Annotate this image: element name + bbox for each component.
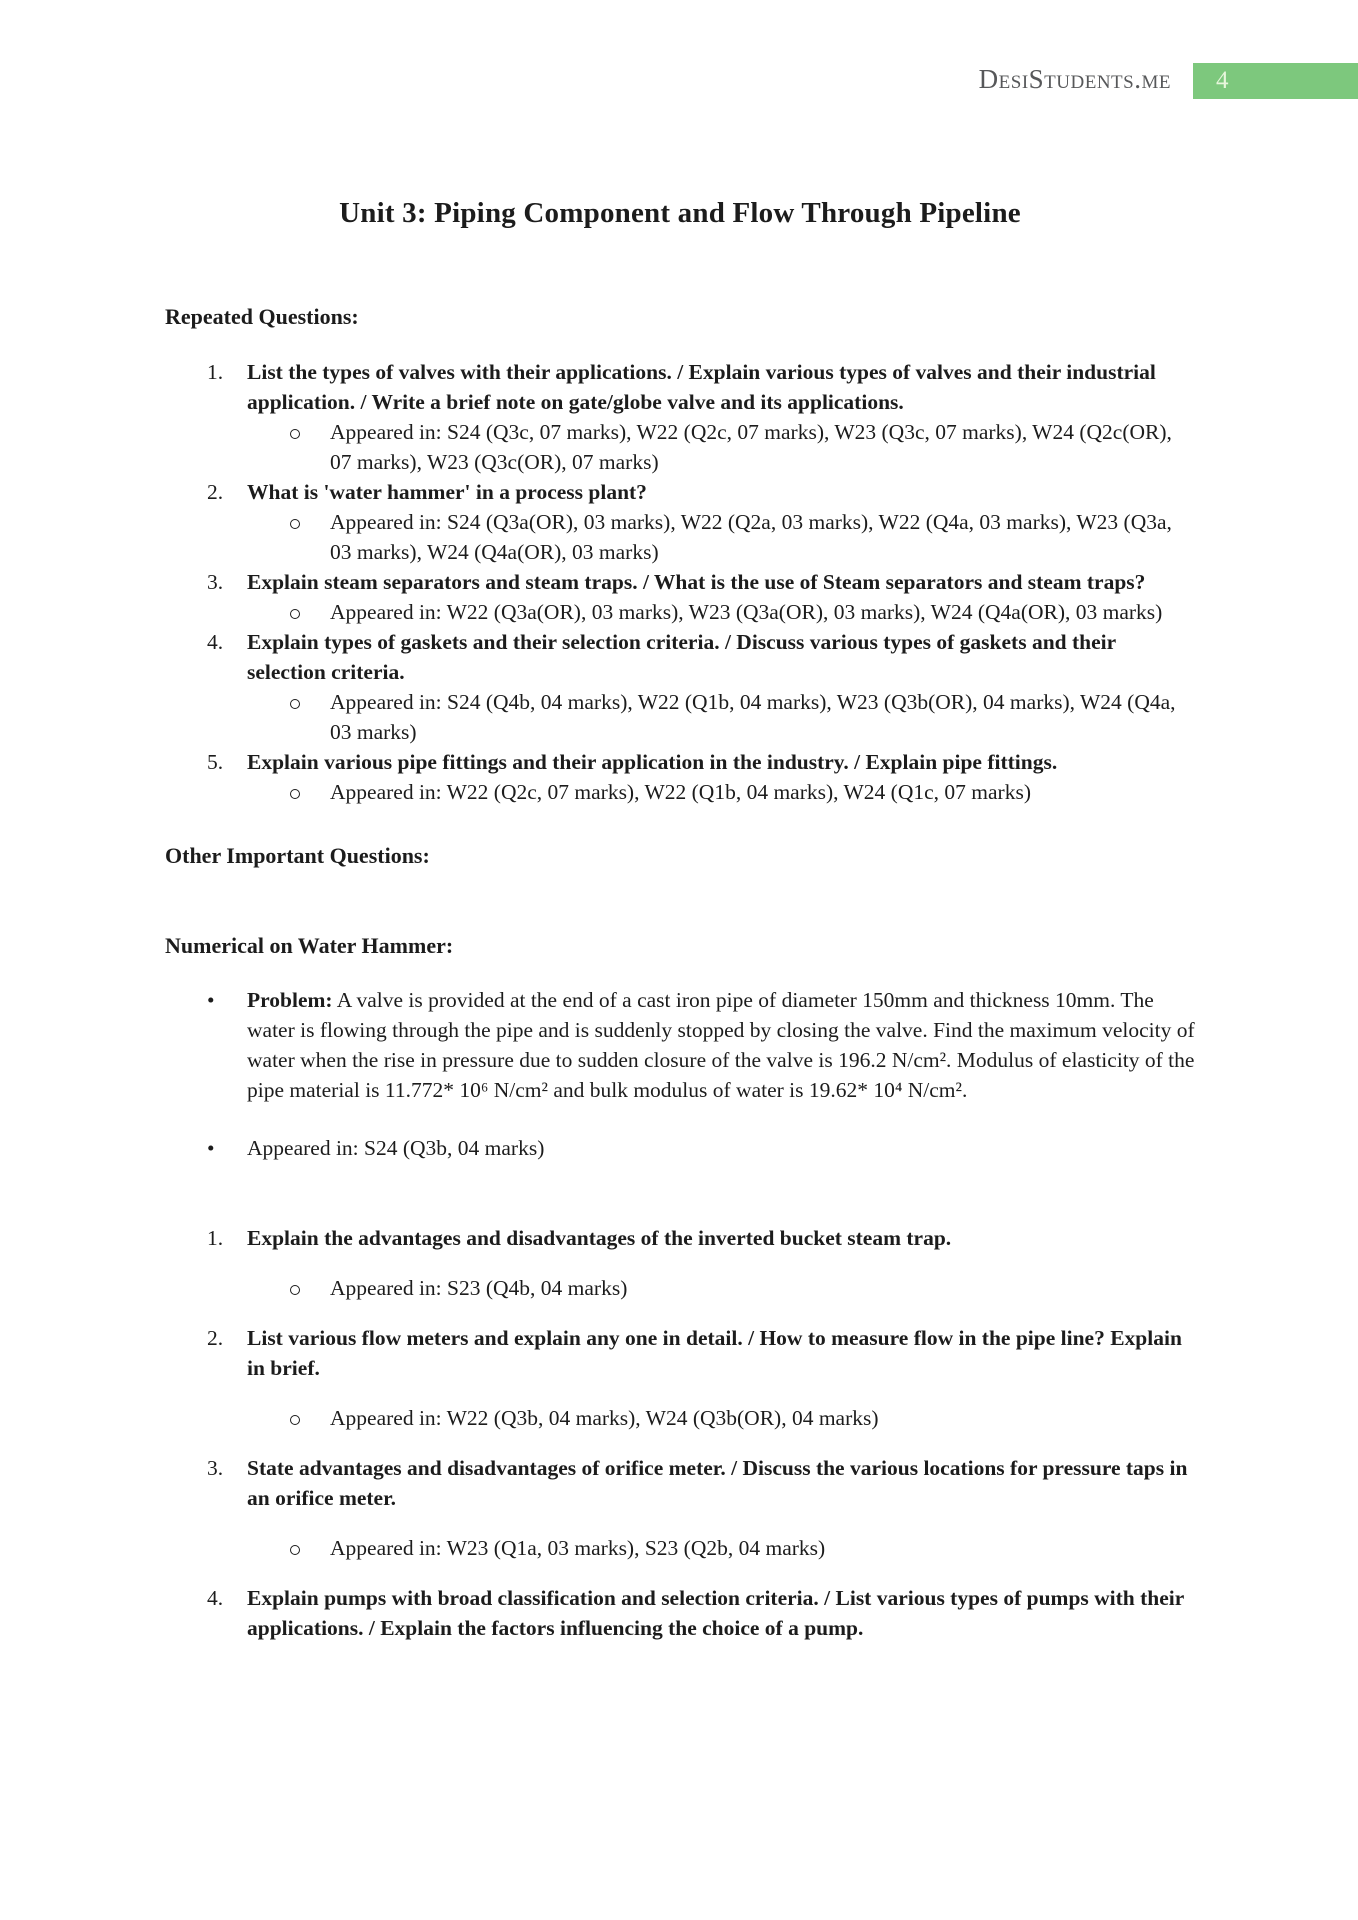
circle-bullet-icon (290, 1533, 330, 1563)
disc-bullet-icon: • (207, 988, 215, 1012)
appeared-row (165, 597, 1195, 627)
repeated-questions-list (165, 357, 1195, 807)
page-number-badge (1193, 63, 1358, 99)
question-item (165, 357, 1195, 477)
question-text: What is 'water hammer' in a process plant? (247, 480, 647, 504)
circle-bullet-icon (290, 417, 330, 477)
appeared-row (165, 777, 1195, 807)
problem-label: Problem: (247, 988, 333, 1012)
appeared-row (165, 1273, 1195, 1303)
circle-bullet-icon (290, 1273, 330, 1303)
question-row (165, 357, 1195, 417)
question-number: 1. (207, 1226, 224, 1250)
question-row (165, 477, 1195, 507)
appeared-row (165, 1533, 1195, 1563)
question-text: State advantages and disadvantages of orifice meter. / Discuss the various locations for pressure taps in an orifice meter. (247, 1456, 1188, 1510)
question-item (165, 747, 1195, 807)
numerical-heading: Numerical on Water Hammer: (165, 933, 454, 958)
question-text: Explain the advantages and disadvantages of the inverted bucket steam trap. (247, 1226, 952, 1250)
appeared-text: Appeared in: W22 (Q2c, 07 marks), W22 (Q1b, 04 marks), W24 (Q1c, 07 marks) (330, 780, 1031, 804)
page-header (0, 61, 1358, 98)
question-text: Explain various pipe fittings and their application in the industry. / Explain pipe fittings. (247, 750, 1058, 774)
circle-bullet-icon (290, 777, 330, 807)
appeared-row (165, 1403, 1195, 1433)
appeared-text: Appeared in: S24 (Q3c, 07 marks), W22 (Q2c, 07 marks), W23 (Q3c, 07 marks), W24 (Q2c(OR), 07 marks), W23 (Q3c(OR), 07 marks) (330, 420, 1172, 474)
problem-text (247, 985, 1195, 1105)
appeared-text: Appeared in: S24 (Q4b, 04 marks), W22 (Q1b, 04 marks), W23 (Q3b(OR), 04 marks), W24 (Q4a, 03 marks) (330, 690, 1176, 744)
site-name: DesiStudents.me (978, 64, 1171, 94)
question-row (165, 747, 1195, 777)
question-text: Explain types of gaskets and their selection criteria. / Discuss various types of gaskets and their selection criteria. (247, 630, 1116, 684)
question-item (165, 1453, 1195, 1563)
circle-bullet-icon (290, 597, 330, 627)
question-number: 2. (207, 480, 224, 504)
question-item (165, 1223, 1195, 1303)
problem-appeared-bullet (165, 1133, 1195, 1163)
question-number: 4. (207, 630, 224, 654)
question-item (165, 627, 1195, 747)
question-number: 4. (207, 1586, 224, 1610)
question-row (165, 1223, 1195, 1253)
question-number: 2. (207, 1326, 224, 1350)
appeared-row (165, 687, 1195, 747)
circle-bullet-icon (290, 687, 330, 747)
disc-bullet-icon: • (207, 1136, 215, 1160)
problem-body: A valve is provided at the end of a cast iron pipe of diameter 150mm and thickness 10mm. The water is flowing through the pipe and is suddenly stopped by closing the valve. Find the maximum velocity of water when the rise in pressure due to sudden closure of the valve is 196.2 N/cm². Modulus of elasticity of the pipe material is 11.772* 10⁶ N/cm² and bulk modulus of water is 19.62* 10⁴ N/cm². (247, 988, 1195, 1102)
other-questions-list (165, 1223, 1195, 1643)
question-item (165, 567, 1195, 627)
appeared-text: Appeared in: W23 (Q1a, 03 marks), S23 (Q2b, 04 marks) (330, 1536, 826, 1560)
appeared-text: Appeared in: S24 (Q3a(OR), 03 marks), W22 (Q2a, 03 marks), W22 (Q4a, 03 marks), W23 (Q3a, 03 marks), W24 (Q4a(OR), 03 marks) (330, 510, 1172, 564)
question-row (165, 1453, 1195, 1513)
question-number: 5. (207, 750, 224, 774)
question-row (165, 567, 1195, 597)
other-questions-heading: Other Important Questions: (165, 843, 430, 868)
question-text: List various flow meters and explain any one in detail. / How to measure flow in the pipe line? Explain in brief. (247, 1326, 1182, 1380)
question-number: 3. (207, 1456, 224, 1480)
question-number: 1. (207, 360, 224, 384)
question-text: Explain steam separators and steam traps. / What is the use of Steam separators and steam traps? (247, 570, 1146, 594)
page-title: Unit 3: Piping Component and Flow Through Pipeline (339, 197, 1021, 229)
appeared-text: Appeared in: S24 (Q3b, 04 marks) (247, 1136, 545, 1160)
question-number: 3. (207, 570, 224, 594)
circle-bullet-icon (290, 507, 330, 567)
question-item (165, 477, 1195, 567)
question-row (165, 1323, 1195, 1383)
problem-bullet (165, 985, 1195, 1105)
question-text: Explain pumps with broad classification and selection criteria. / List various types of pumps with their applications. / Explain the factors influencing the choice of a pump. (247, 1586, 1184, 1640)
question-item (165, 1323, 1195, 1433)
appeared-row (165, 507, 1195, 567)
repeated-questions-heading: Repeated Questions: (165, 304, 359, 329)
question-text: List the types of valves with their applications. / Explain various types of valves and their industrial application. / Write a brief note on gate/globe valve and its applications. (247, 360, 1156, 414)
circle-bullet-icon (290, 1403, 330, 1433)
appeared-text: Appeared in: S23 (Q4b, 04 marks) (330, 1276, 628, 1300)
question-row (165, 1583, 1195, 1643)
question-item (165, 1583, 1195, 1643)
appeared-row (165, 417, 1195, 477)
appeared-text: Appeared in: W22 (Q3a(OR), 03 marks), W23 (Q3a(OR), 03 marks), W24 (Q4a(OR), 03 marks) (330, 600, 1163, 624)
page-number: 4 (1216, 67, 1229, 94)
question-row (165, 627, 1195, 687)
appeared-text: Appeared in: W22 (Q3b, 04 marks), W24 (Q3b(OR), 04 marks) (330, 1406, 879, 1430)
